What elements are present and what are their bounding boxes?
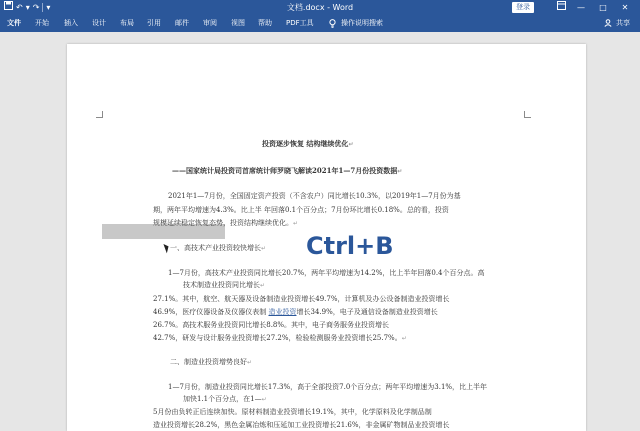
doc-subtitle-text: ——国家统计局投资司首席统计师罗晓飞解读2021年1—7月份投资数据	[172, 166, 398, 175]
undo-icon[interactable]: ↶	[16, 3, 23, 12]
paragraph-mark: ↵	[260, 282, 266, 289]
body-line-text: 42.7%，研发与设计服务业投资增长27.2%，检验检测服务业投资增长25.7%。	[153, 334, 402, 342]
title-bar	[0, 0, 640, 15]
body-line	[183, 394, 267, 405]
restore-icon[interactable]: □	[599, 3, 607, 12]
paragraph-mark: ↵	[293, 220, 299, 227]
lightbulb-icon[interactable]	[329, 15, 336, 32]
body-line-text: 技术制造业投资同比增长	[183, 281, 260, 289]
close-icon[interactable]: ✕	[621, 3, 629, 12]
tab-insert[interactable]: 插入	[64, 19, 78, 27]
section-heading-1[interactable]	[170, 243, 266, 254]
share-button[interactable]: 共享	[616, 19, 630, 27]
body-line: 1—7月份，制造业投资同比增长17.3%，高于全部投资7.0个百分点；两年平均增速为3.1%，比上半年	[168, 383, 488, 391]
tab-layout[interactable]: 布局	[120, 19, 134, 27]
tab-pdf-tools[interactable]: PDF工具	[286, 19, 314, 27]
body-line-text: 46.9%，医疗仪器设备及仪器仪表制	[153, 308, 267, 316]
paragraph-mark: ↵	[247, 359, 253, 366]
body-line	[153, 218, 298, 229]
body-line: 26.7%。高技术服务业投资同比增长8.8%。其中，电子商务服务业投资增长	[153, 321, 390, 329]
body-line: 造业投资增长28.2%，黑色金属冶炼和压延加工业投资增长21.6%，非金属矿物制品业投资增长	[153, 421, 450, 429]
body-line: 5月份由负转正后连续加快。原材料制造业投资增长19.1%，其中，化学原料及化学制品制	[153, 408, 432, 416]
margin-corner-top-left	[96, 111, 103, 118]
share-icon[interactable]	[604, 15, 612, 32]
tracked-text: 造业投资	[268, 308, 297, 316]
paragraph-mark: ↵	[261, 245, 267, 252]
paragraph-mark: ↵	[348, 141, 354, 148]
doc-title	[262, 139, 353, 150]
body-line: 27.1%。其中，航空、航天器及设备制造业投资增长49.7%，计算机及办公设备制造业投资增长	[153, 295, 450, 303]
body-line-text: 规模延续稳定恢复态势，投资结构继续优化。	[153, 219, 293, 227]
tab-mailings[interactable]: 邮件	[175, 19, 189, 27]
tab-home[interactable]: 开始	[35, 19, 49, 27]
body-line: 期，两年平均增速为4.3%。比上半 年回落0.1个百分点；7月份环比增长0.18%。总的看，投资	[153, 206, 449, 214]
paragraph-mark: ↵	[397, 168, 403, 175]
margin-corner-top-right	[524, 111, 531, 118]
body-line-text: 加快1.1个百分点，在1—	[183, 395, 262, 403]
tab-help[interactable]: 帮助	[258, 19, 272, 27]
ribbon-options-icon[interactable]	[552, 0, 570, 15]
ribbon-tab-bar	[0, 15, 640, 32]
section-heading-2[interactable]	[170, 357, 252, 368]
section-heading-1-text: 一、高技术产业投资较快增长	[170, 244, 261, 252]
tab-references[interactable]: 引用	[147, 19, 161, 27]
doc-title-text: 投资逐步恢复 结构继续优化	[262, 139, 349, 148]
tab-view[interactable]: 视图	[231, 19, 245, 27]
body-line: 2021年1—7月份，全国固定资产投资（不含农户）同比增长10.3%，以2019年1—7月份为基	[168, 192, 461, 200]
document-title: 文档.docx - Word	[286, 3, 354, 12]
body-line-text: 增长34.9%，电子及通信设备制造业投资增长	[296, 308, 438, 316]
paragraph-mark: ↵	[261, 396, 267, 403]
customize-icon[interactable]: ▾	[46, 3, 51, 12]
section-heading-2-text: 二、制造业投资增势良好	[170, 358, 247, 366]
doc-subtitle	[172, 166, 402, 177]
tab-file[interactable]: 文件	[7, 19, 21, 27]
tab-review[interactable]: 审阅	[203, 19, 217, 27]
shortcut-overlay: Ctrl+B	[306, 232, 394, 260]
paragraph-mark: ↵	[401, 335, 407, 342]
login-button[interactable]: 登录	[512, 2, 534, 13]
body-line	[153, 307, 438, 317]
body-line: 1—7月份，高技术产业投资同比增长20.7%，两年平均增速为14.2%，比上半年回落0.4个百分点。高	[168, 269, 485, 277]
minimize-icon[interactable]: —	[577, 3, 585, 12]
tell-me-search[interactable]: 操作说明搜索	[341, 19, 383, 27]
tab-design[interactable]: 设计	[92, 19, 106, 27]
body-line	[153, 333, 407, 344]
body-line	[183, 280, 265, 291]
undo-dropdown-icon[interactable]: ▾	[25, 3, 30, 12]
redo-icon[interactable]: ↷	[32, 3, 40, 12]
